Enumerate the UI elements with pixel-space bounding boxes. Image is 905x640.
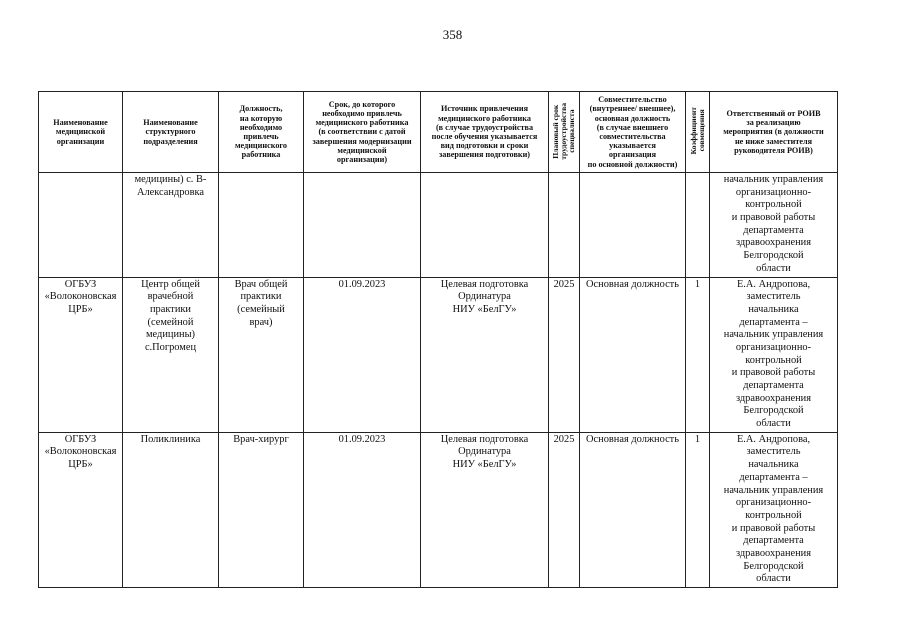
- cell-deadline: 01.09.2023: [304, 432, 421, 587]
- header-planned-year-text: Плановый срок трудоустройства специалиста: [551, 102, 576, 160]
- cell-combination: Основная должность: [580, 432, 686, 587]
- cell-source: [421, 173, 549, 278]
- cell-year: 2025: [549, 432, 580, 587]
- cell-responsible: Е.А. Андропова, заместитель начальника департамента – начальник управления организационно- контрольной и правовой работы департамента здравоохранения Белгородской области: [710, 432, 838, 587]
- header-responsible: Ответственный от РОИВ за реализацию мероприятия (в должности не ниже заместителя руководителя РОИВ): [710, 92, 838, 173]
- cell-unit: Поликлиника: [123, 432, 219, 587]
- staffing-table: [38, 91, 838, 588]
- cell-source: Целевая подготовка Ординатура НИУ «БелГУ»: [421, 277, 549, 432]
- cell-deadline: 01.09.2023: [304, 277, 421, 432]
- cell-coef: [686, 173, 710, 278]
- cell-coef: 1: [686, 432, 710, 587]
- cell-coef: 1: [686, 277, 710, 432]
- cell-year: 2025: [549, 277, 580, 432]
- cell-position: Врач-хирург: [219, 432, 304, 587]
- header-source: Источник привлечения медицинского работника (в случае трудоустройства после обучения указывается вид подготовки и сроки завершения подготовки): [421, 92, 549, 173]
- header-deadline: Срок, до которого необходимо привлечь медицинского работника (в соответствии с датой завершения модернизации медицинской организации): [304, 92, 421, 173]
- cell-unit: медицины) с. В- Александровка: [123, 173, 219, 278]
- cell-org: ОГБУЗ «Волоконовская ЦРБ»: [39, 277, 123, 432]
- cell-responsible: Е.А. Андропова, заместитель начальника департамента – начальник управления организационно- контрольной и правовой работы департамента здравоохранения Белгородской области: [710, 277, 838, 432]
- cell-combination: Основная должность: [580, 277, 686, 432]
- cell-position: Врач общей практики (семейный врач): [219, 277, 304, 432]
- cell-year: [549, 173, 580, 278]
- cell-source: Целевая подготовка Ординатура НИУ «БелГУ»: [421, 432, 549, 587]
- table-row: [39, 432, 838, 587]
- cell-responsible: начальник управления организационно- контрольной и правовой работы департамента здравоохранения Белгородской области: [710, 173, 838, 278]
- table-row: [39, 277, 838, 432]
- page-number: 358: [442, 27, 463, 42]
- header-position: Должность, на которую необходимо привлечь медицинского работника: [219, 92, 304, 173]
- header-org: Наименование медицинской организации: [39, 92, 123, 173]
- cell-deadline: [304, 173, 421, 278]
- header-planned-year: [549, 92, 580, 173]
- cell-position: [219, 173, 304, 278]
- table-row: [39, 173, 838, 278]
- header-coefficient: [686, 92, 710, 173]
- cell-org: [39, 173, 123, 278]
- header-row: [39, 92, 838, 173]
- cell-unit: Центр общей врачебной практики (семейной медицины) с.Погромец: [123, 277, 219, 432]
- cell-org: ОГБУЗ «Волоконовская ЦРБ»: [39, 432, 123, 587]
- header-combination: Совместительство (внутреннее/ внешнее), основная должность (в случае внешнего совместительства указывается организация по основной должности): [580, 92, 686, 173]
- header-unit: Наименование структурного подразделения: [123, 92, 219, 173]
- cell-combination: [580, 173, 686, 278]
- header-coefficient-text: Коэффициент совмещения: [688, 107, 706, 155]
